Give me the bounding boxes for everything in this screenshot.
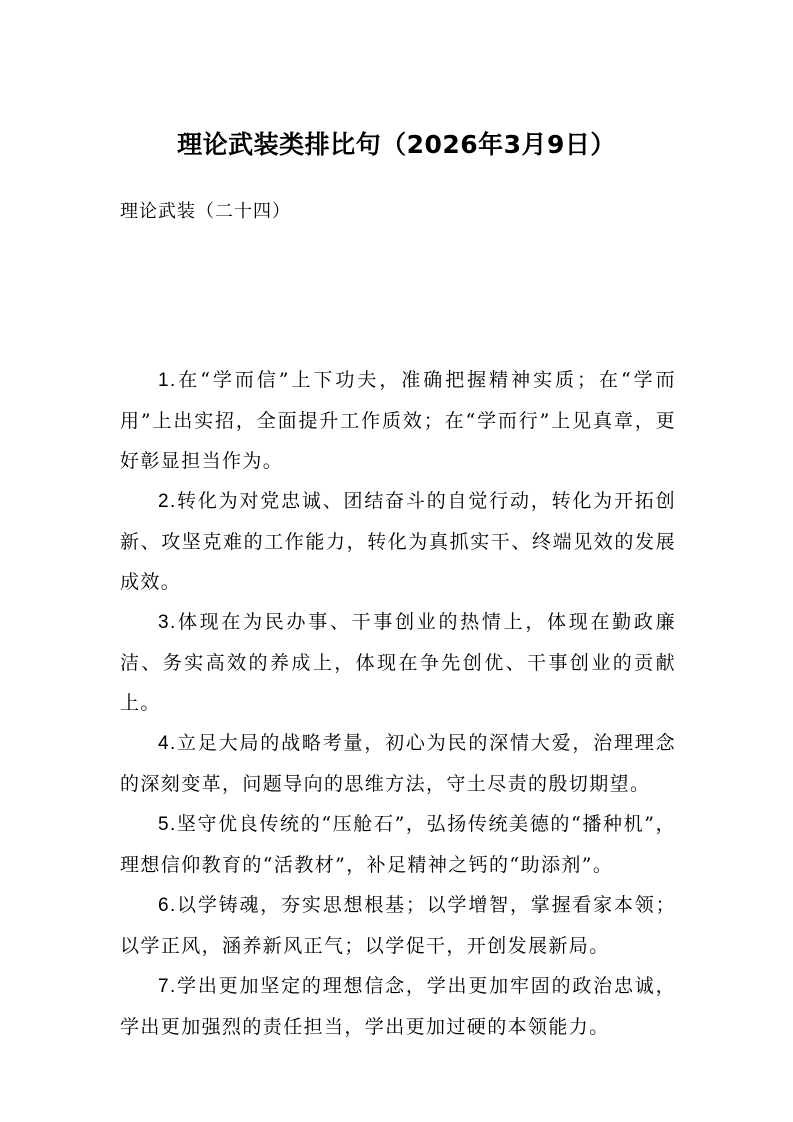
paragraph-3 (120, 602, 676, 723)
paragraph-7 (120, 966, 676, 1047)
paragraph-number: 3. (158, 612, 177, 633)
paragraph-text: 立足大局的战略考量，初心为民的深情大爱，治理理念的深刻变革，问题导向的思维方法，守土尽责的殷切期望。 (120, 732, 676, 795)
document-body (120, 360, 676, 1047)
page-title: 理论武装类排比句（2026年3月9日） (177, 130, 616, 159)
paragraph-text: 转化为对党忠诚、团结奋斗的自觉行动，转化为开拓创新、攻坚克难的工作能力，转化为真抓实干、终端见效的发展成效。 (120, 490, 676, 593)
paragraph-6 (120, 885, 676, 966)
paragraph-number: 5. (158, 814, 177, 835)
paragraph-4 (120, 723, 676, 804)
paragraph-text: 学出更加坚定的理想信念，学出更加牢固的政治忠诚，学出更加强烈的责任担当，学出更加过硬的本领能力。 (120, 975, 676, 1038)
paragraph-number: 1. (158, 370, 177, 391)
paragraph-text: 体现在为民办事、干事创业的热情上，体现在勤政廉洁、务实高效的养成上，体现在争先创优、干事创业的贡献上。 (120, 611, 676, 714)
paragraph-number: 6. (158, 895, 177, 916)
paragraph-number: 2. (158, 491, 177, 512)
paragraph-number: 4. (158, 733, 177, 754)
paragraph-2 (120, 481, 676, 602)
paragraph-5 (120, 804, 676, 885)
paragraph-text: 以学铸魂，夯实思想根基；以学增智，掌握看家本领；以学正风，涵养新风正气；以学促干，开创发展新局。 (120, 894, 676, 957)
paragraph-text: 在“学而信”上下功夫，准确把握精神实质；在“学而用”上出实招，全面提升工作质效；在“学而行”上见真章，更好彰显担当作为。 (120, 369, 676, 472)
paragraph-text: 坚守优良传统的“压舱石”，弘扬传统美德的“播种机”，理想信仰教育的“活教材”，补足精神之钙的“助添剂”。 (120, 813, 676, 876)
page-subtitle: 理论武装（二十四） (120, 201, 291, 222)
paragraph-1 (120, 360, 676, 481)
paragraph-number: 7. (158, 976, 177, 997)
